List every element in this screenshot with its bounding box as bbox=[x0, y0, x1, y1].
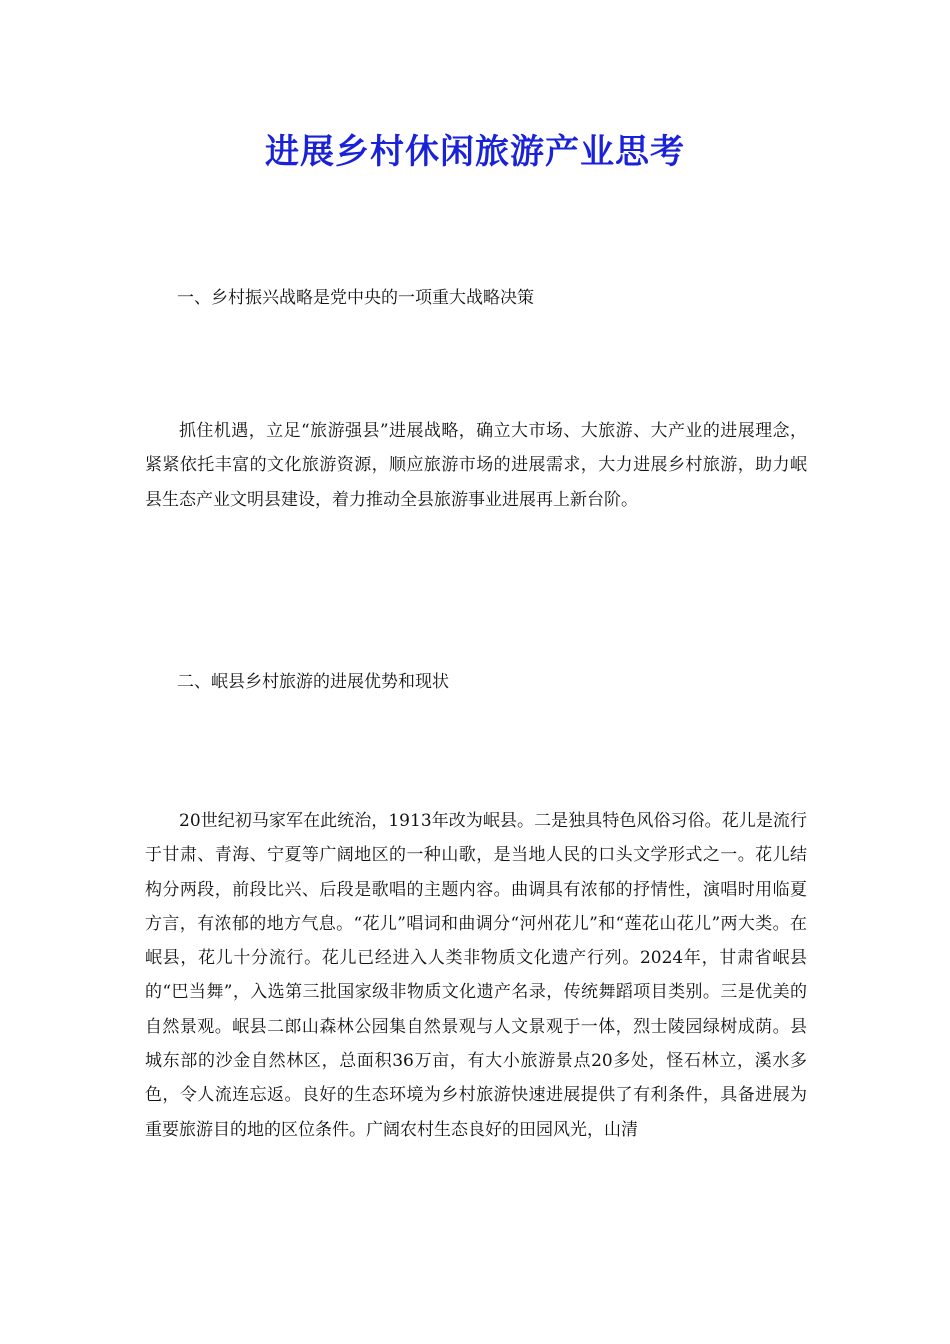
section-heading-1: 一、乡村振兴战略是党中央的一项重大战略决策 bbox=[177, 288, 534, 308]
section-heading-2: 二、岷县乡村旅游的进展优势和现状 bbox=[177, 672, 449, 692]
section-paragraph-2: 20世纪初马家军在此统治，1913年改为岷县。二是独具特色风俗习俗。花儿是流行于甘肃、青海、宁夏等广阔地区的一种山歌，是当地人民的口头文学形式之一。花儿结构分两段，前段比兴、后段是歌唱的主题内容。曲调具有浓郁的抒情性，演唱时用临夏方言，有浓郁的地方气息。“花儿”唱词和曲调分“河州花儿”和“莲花山花儿”两大类。在岷县，花儿十分流行。花儿已经进入人类非物质文化遗产行列。2024年，甘肃省岷县的“巴当舞”，入选第三批国家级非物质文化遗产名录，传统舞蹈项目类别。三是优美的自然景观。岷县二郎山森林公园集自然景观与人文景观于一体，烈士陵园绿树成荫。县城东部的沙金自然林区，总面积36万亩，有大小旅游景点20多处，怪石林立，溪水多色，令人流连忘返。良好的生态环境为乡村旅游快速进展提供了有利条件，具备进展为重要旅游目的地的区位条件。广阔农村生态良好的田园风光，山清 bbox=[145, 811, 807, 1140]
section-paragraph-1: 抓住机遇，立足“旅游强县”进展战略，确立大市场、大旅游、大产业的进展理念，紧紧依托丰富的文化旅游资源，顺应旅游市场的进展需求，大力进展乡村旅游，助力岷县生态产业文明县建设，着力推动全县旅游事业进展再上新台阶。 bbox=[145, 421, 807, 510]
document-title: 进展乡村休闲旅游产业思考 bbox=[265, 132, 685, 172]
